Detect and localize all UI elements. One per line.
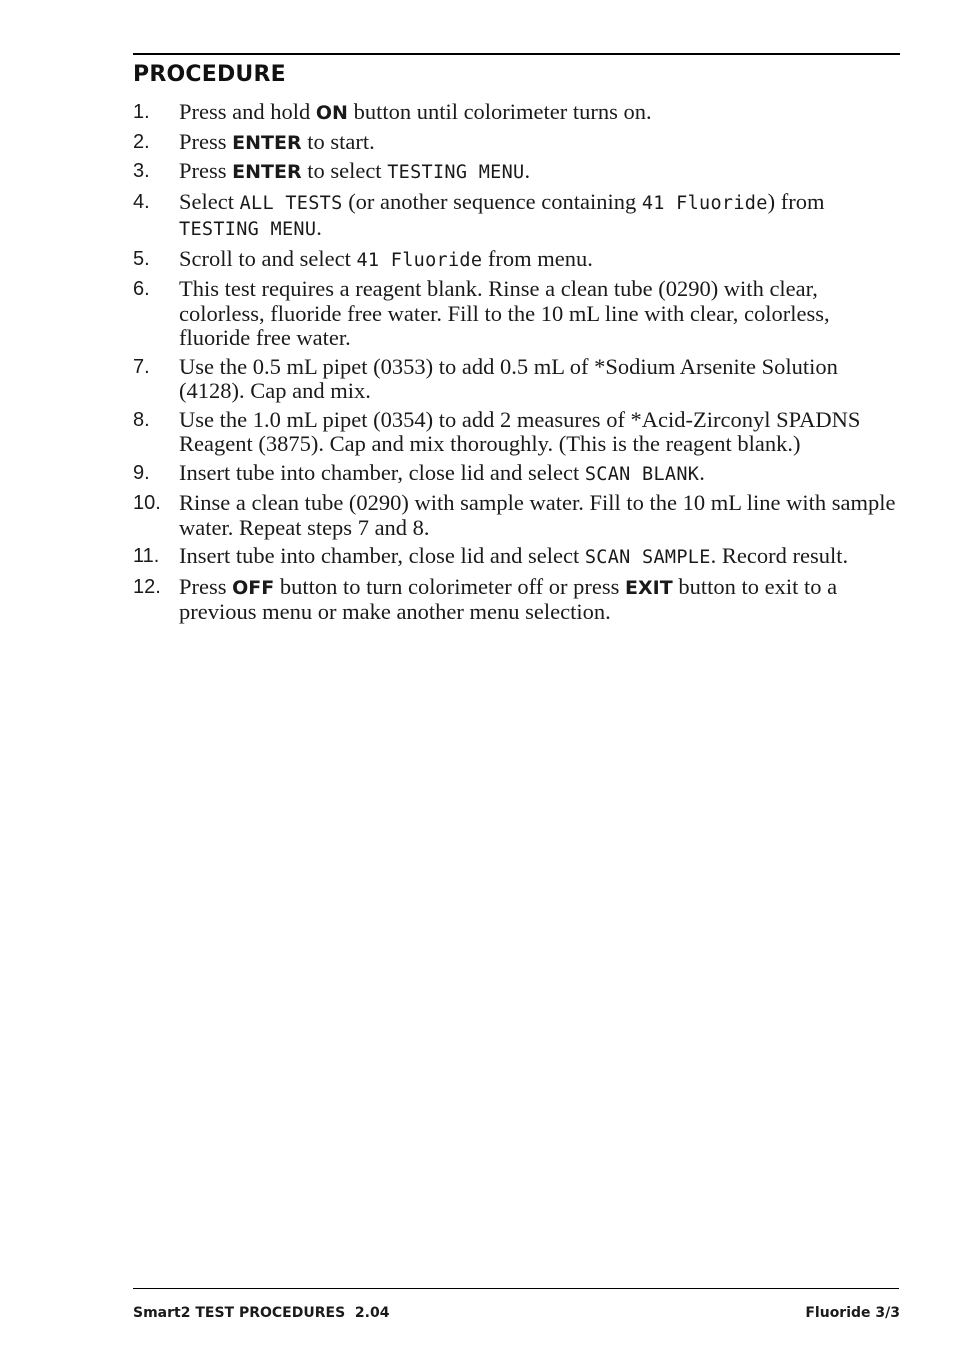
step-text: Press and hold (179, 99, 316, 124)
bottom-rule (133, 1288, 899, 1289)
procedure-step (133, 159, 901, 186)
step-text: Use the 0.5 mL pipet (0353) to add 0.5 mL of *Sodium Arsenite Solution (4128). Cap and mix. (179, 353, 838, 403)
step-number: 10. (133, 492, 161, 514)
procedure-step (133, 491, 901, 540)
step-number: 11. (133, 545, 160, 567)
step-text: (or another sequence containing (342, 188, 642, 214)
procedure-step (133, 277, 901, 351)
procedure-step (133, 461, 901, 488)
step-text: Press (179, 573, 233, 599)
step-text: Press (179, 158, 233, 183)
step-text: button to exit to a previous menu or make another menu selection. (179, 573, 838, 624)
display-text: SCAN SAMPLE (584, 547, 711, 568)
step-text: from menu. (482, 245, 593, 271)
step-text: . (316, 215, 322, 240)
procedure-step (133, 408, 901, 457)
procedure-step (133, 544, 901, 571)
step-number: 2. (133, 130, 150, 153)
display-text: TESTING MENU (179, 219, 317, 240)
button-name: EXIT (625, 576, 673, 599)
step-text: to start. (301, 128, 375, 154)
step-text: . (699, 459, 705, 485)
step-text: Scroll to and select (179, 245, 357, 271)
procedure-step (133, 355, 901, 404)
step-number: 12. (133, 575, 161, 598)
display-text: TESTING MENU (387, 162, 525, 183)
step-number: 4. (133, 190, 150, 213)
step-number: 1. (133, 101, 150, 123)
step-number: 8. (133, 408, 150, 431)
footer-page: Fluoride 3/3 (805, 1305, 900, 1321)
step-text: This test requires a reagent blank. Rinse a clean tube (0290) with clear, colorless, fluoride free water. Fill to the 10 mL line with clear, colorless, fluoride free water. (179, 276, 830, 350)
step-text: Insert tube into chamber, close lid and select (179, 459, 585, 485)
button-name: ON (315, 102, 348, 124)
display-text: SCAN BLANK (584, 463, 700, 485)
section-heading: PROCEDURE (133, 62, 286, 87)
step-text: Use the 1.0 mL pipet (0354) to add 2 measures of *Acid-Zirconyl SPADNS Reagent (3875). Cap and mix thoroughly. (This is the reagent blank.) (179, 406, 861, 456)
procedure-step (133, 247, 901, 274)
procedure-step (133, 190, 901, 243)
button-name: ENTER (232, 131, 302, 154)
step-text: button until colorimeter turns on. (347, 99, 652, 124)
step-text: Select (179, 188, 240, 214)
step-text: to select (301, 158, 388, 183)
step-text: ) from (767, 188, 825, 214)
step-number: 5. (133, 247, 150, 270)
button-name: OFF (232, 576, 275, 599)
step-text: . (524, 158, 531, 183)
button-name: ENTER (232, 161, 302, 183)
display-text: 41 Fluoride (641, 192, 768, 214)
step-text: Press (179, 128, 233, 154)
step-text: button to turn colorimeter off or press (274, 573, 626, 599)
procedure-step (133, 575, 901, 625)
step-number: 9. (133, 461, 150, 484)
procedure-step (133, 130, 901, 156)
footer-title: Smart2 TEST PROCEDURES 2.04 (133, 1305, 390, 1321)
step-number: 6. (133, 278, 150, 300)
procedure-steps (133, 100, 901, 629)
top-rule (133, 53, 900, 55)
display-text: 41 Fluoride (356, 249, 483, 271)
step-number: 3. (133, 160, 150, 182)
step-number: 7. (133, 355, 150, 378)
step-text: Insert tube into chamber, close lid and select (179, 543, 585, 568)
step-text: Rinse a clean tube (0290) with sample water. Fill to the 10 mL line with sample water. Repeat steps 7 and 8. (179, 490, 896, 540)
display-text: ALL TESTS (239, 192, 343, 214)
procedure-step (133, 100, 901, 126)
step-text: . Record result. (710, 543, 849, 568)
